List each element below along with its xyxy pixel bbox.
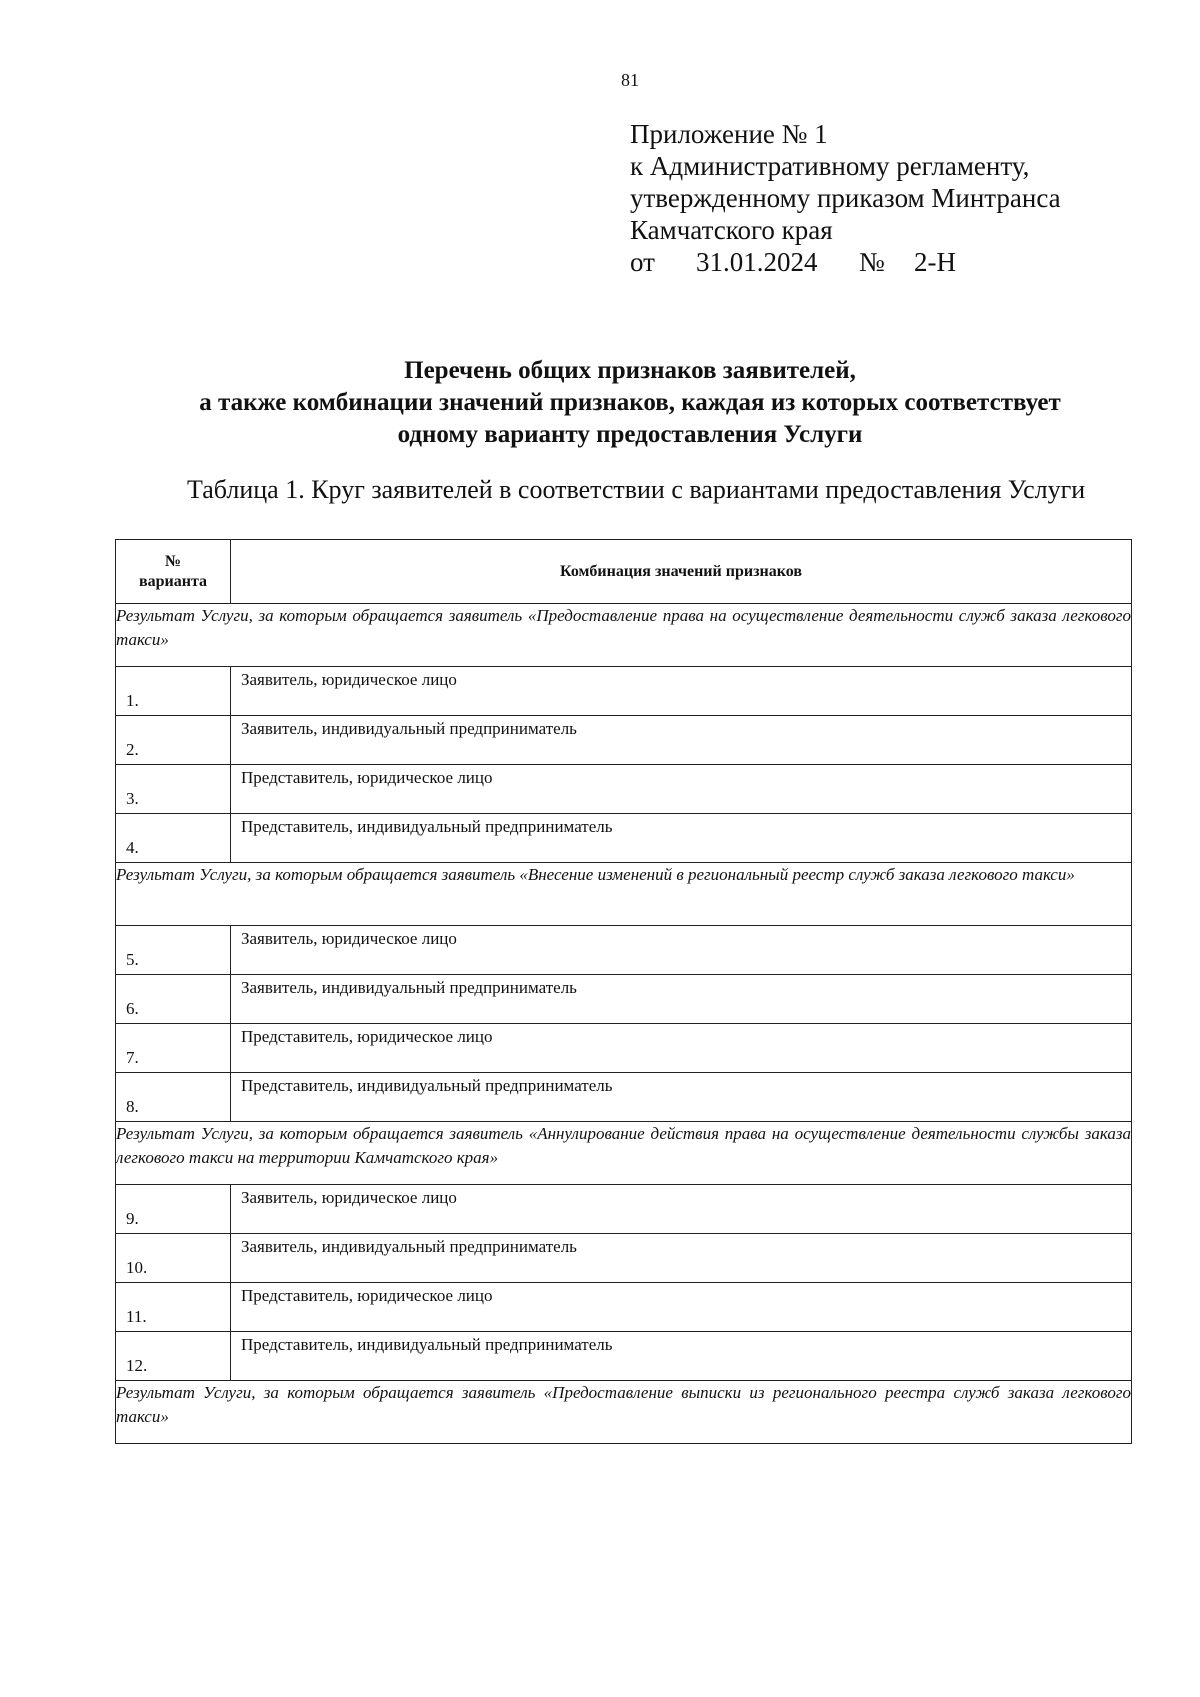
title-line-2: а также комбинации значений признаков, каждая из которых соответствует [199,389,1061,416]
appendix-line-4: Камчатского края [630,215,833,245]
variant-combination: Заявитель, юридическое лицо [231,926,1132,975]
variant-number: 2. [116,716,231,765]
table-header-row [116,540,1132,604]
document-title [115,355,1145,451]
table-caption: Таблица 1. Круг заявителей в соответствии с вариантами предоставления Услуги [187,475,1086,504]
combination-header: Комбинация значений признаков [231,540,1132,604]
variant-row [116,1073,1132,1122]
variant-number-header-line-1: № [164,552,182,570]
variant-combination: Представитель, юридическое лицо [231,1024,1132,1073]
appendix-date-line [630,246,1061,278]
variant-number: 8. [116,1073,231,1122]
variant-combination: Заявитель, индивидуальный предприниматель [231,975,1132,1024]
variant-row [116,1024,1132,1073]
result-section-row [116,1122,1132,1185]
result-section-text: Результат Услуги, за которым обращается заявитель «Предоставление права на осуществление деятельности служб заказа легкового такси» [116,604,1132,667]
result-section-row [116,604,1132,667]
page-number: 81 [621,70,639,90]
variant-number: 12. [116,1332,231,1381]
variant-number: 9. [116,1185,231,1234]
order-number: 2-Н [914,247,956,277]
variant-number: 3. [116,765,231,814]
number-sign: № [859,247,885,277]
title-line-3: одному варианту предоставления Услуги [397,421,863,448]
variant-number-header [116,540,231,604]
variant-number: 5. [116,926,231,975]
result-section-row [116,1381,1132,1444]
variant-row [116,1332,1132,1381]
variant-number-header-line-2: варианта [138,572,208,590]
variant-combination: Представитель, индивидуальный предприниматель [231,1332,1132,1381]
variant-row [116,975,1132,1024]
variant-combination: Заявитель, индивидуальный предприниматель [231,716,1132,765]
variant-combination: Представитель, юридическое лицо [231,765,1132,814]
variant-number: 4. [116,814,231,863]
table-body [116,604,1132,1444]
variant-number: 10. [116,1234,231,1283]
variant-row [116,1234,1132,1283]
variant-combination: Заявитель, юридическое лицо [231,667,1132,716]
variants-table [115,539,1132,1444]
variant-number: 1. [116,667,231,716]
variant-row [116,926,1132,975]
variant-combination: Представитель, юридическое лицо [231,1283,1132,1332]
variant-number: 7. [116,1024,231,1073]
variant-row [116,765,1132,814]
variant-combination: Представитель, индивидуальный предприниматель [231,1073,1132,1122]
variant-row [116,1185,1132,1234]
result-section-text: Результат Услуги, за которым обращается заявитель «Внесение изменений в региональный реестр служб заказа легкового такси» [116,863,1132,926]
appendix-line-1: Приложение № 1 [630,119,828,149]
date-prefix: от [630,247,655,277]
variant-row [116,716,1132,765]
variant-number: 11. [116,1283,231,1332]
variant-row [116,1283,1132,1332]
variant-combination: Заявитель, юридическое лицо [231,1185,1132,1234]
variant-combination: Заявитель, индивидуальный предприниматель [231,1234,1132,1283]
appendix-line-3: утвержденному приказом Минтранса [630,183,1061,213]
variant-row [116,814,1132,863]
variant-number: 6. [116,975,231,1024]
result-section-text: Результат Услуги, за которым обращается заявитель «Аннулирование действия права на осуществление деятельности службы заказа легкового такси на территории Камчатского края» [116,1122,1132,1185]
result-section-text: Результат Услуги, за которым обращается заявитель «Предоставление выписки из регионального реестра служб заказа легкового такси» [116,1381,1132,1444]
appendix-header [630,118,1061,278]
variant-row [116,667,1132,716]
order-date: 31.01.2024 [696,247,818,277]
result-section-row [116,863,1132,926]
title-line-1: Перечень общих признаков заявителей, [404,357,856,384]
variant-combination: Представитель, индивидуальный предприниматель [231,814,1132,863]
appendix-line-2: к Административному регламенту, [630,151,1030,181]
